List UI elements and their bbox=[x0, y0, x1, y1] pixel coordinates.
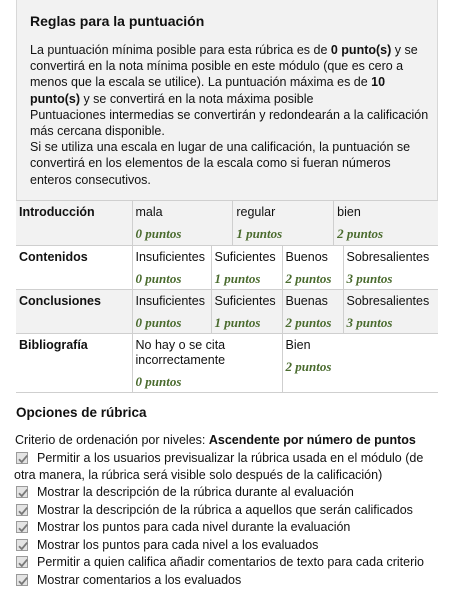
rubric-option bbox=[14, 502, 442, 519]
rubric-option bbox=[14, 554, 442, 571]
checkbox-icon[interactable] bbox=[16, 504, 28, 516]
level-definition: No hay o se cita incorrectamente bbox=[135, 338, 226, 367]
level-cell bbox=[211, 246, 282, 290]
rubric-options-title: Opciones de rúbrica bbox=[16, 405, 147, 420]
level-definition: Suficientes bbox=[214, 250, 276, 264]
level-cell bbox=[343, 246, 438, 290]
option-label: Mostrar la descripción de la rúbrica a aquellos que serán calificados bbox=[37, 502, 413, 517]
level-score: 2 puntos bbox=[285, 315, 332, 330]
level-cell bbox=[132, 246, 211, 290]
level-score: 3 puntos bbox=[346, 315, 393, 330]
level-definition: Sobresalientes bbox=[346, 294, 430, 308]
criterion-label: Bibliografía bbox=[16, 334, 132, 393]
criterion-label: Conclusiones bbox=[16, 290, 132, 334]
level-score: 0 puntos bbox=[135, 226, 182, 241]
level-definition: Suficientes bbox=[214, 294, 276, 308]
level-score: 0 puntos bbox=[135, 271, 182, 286]
level-definition: Buenas bbox=[285, 294, 328, 308]
level-definition: Buenos bbox=[285, 250, 328, 264]
rubric-option bbox=[14, 450, 442, 483]
checkbox-icon[interactable] bbox=[16, 452, 28, 464]
checkbox-icon[interactable] bbox=[16, 539, 28, 551]
sort-order-line bbox=[15, 432, 442, 448]
rubric-row bbox=[16, 201, 438, 246]
rubric-options bbox=[14, 405, 442, 589]
level-score: 0 puntos bbox=[135, 374, 182, 389]
option-label: Permitir a los usuarios previsualizar la rúbrica usada en el módulo (de otra manera, la rúbrica será visible solo después de la calificación) bbox=[14, 451, 424, 482]
min-score: 0 punto(s) bbox=[330, 43, 392, 57]
rubric-option bbox=[14, 572, 442, 589]
rubric-option bbox=[14, 519, 442, 536]
rules-scale-text: Si se utiliza una escala en lugar de una calificación, la puntuación se convertirá en los elementos de la escala como si fueran números enteros consecutivos. bbox=[30, 140, 411, 187]
option-label: Permitir a quien califica añadir comentarios de texto para cada criterio bbox=[37, 555, 424, 569]
rubric-row bbox=[16, 246, 438, 290]
rules-text-part: La puntuación mínima posible para esta rúbrica es de bbox=[30, 43, 331, 57]
checkbox-icon[interactable] bbox=[16, 574, 28, 586]
level-score: 2 puntos bbox=[285, 359, 332, 374]
option-label: Mostrar la descripción de la rúbrica durante al evaluación bbox=[37, 485, 354, 499]
checkbox-icon[interactable] bbox=[16, 556, 28, 568]
level-score: 1 puntos bbox=[214, 271, 261, 286]
level-score: 0 puntos bbox=[135, 315, 182, 330]
rules-text-part: y se convertirá en la nota máxima posible bbox=[79, 91, 314, 106]
option-label: Mostrar los puntos para cada nivel durante la evaluación bbox=[37, 520, 351, 534]
level-score: 2 puntos bbox=[285, 271, 332, 286]
level-definition: Sobresalientes bbox=[346, 250, 430, 264]
checkbox-icon[interactable] bbox=[16, 521, 28, 533]
options-list bbox=[14, 450, 442, 588]
level-cell bbox=[282, 334, 438, 393]
level-definition: regular bbox=[236, 205, 276, 219]
level-definition: mala bbox=[135, 205, 163, 219]
level-score: 1 puntos bbox=[214, 315, 261, 330]
level-cell bbox=[334, 201, 438, 245]
level-cell bbox=[211, 290, 282, 334]
level-cell bbox=[133, 201, 234, 245]
level-cell bbox=[282, 290, 343, 334]
criterion-label: Contenidos bbox=[16, 246, 132, 290]
scoring-rules-text bbox=[30, 42, 434, 188]
rules-intermediate-text: Puntuaciones intermedias se convertirán y redondearán a la calificación más cercana disponible. bbox=[30, 107, 429, 139]
level-score: 1 puntos bbox=[236, 226, 283, 241]
criterion-label: Introducción bbox=[16, 201, 132, 246]
level-definition: bien bbox=[337, 205, 361, 219]
rules-text-part: y se convertirá en la nota mínima posible en este módulo (que es cero a menos que la escala se utilice). La puntuación máxima es de bbox=[30, 43, 418, 90]
rubric-row bbox=[16, 334, 438, 393]
level-cell bbox=[132, 290, 211, 334]
rubric-option bbox=[14, 537, 442, 554]
sort-order-value: Ascendente por número de puntos bbox=[208, 433, 416, 447]
level-definition: Insuficientes bbox=[135, 250, 205, 264]
max-score: 10 punto(s) bbox=[30, 75, 386, 106]
rubric-row bbox=[16, 290, 438, 334]
level-cell bbox=[132, 334, 282, 393]
level-definition: Bien bbox=[285, 338, 311, 352]
scoring-rules-title: Reglas para la puntuación bbox=[30, 13, 205, 29]
levels-group bbox=[132, 201, 438, 246]
rubric-table bbox=[16, 200, 438, 393]
checkbox-icon[interactable] bbox=[16, 486, 28, 498]
level-score: 2 puntos bbox=[337, 226, 384, 241]
level-definition: Insuficientes bbox=[135, 294, 205, 308]
level-cell bbox=[233, 201, 334, 245]
option-label: Mostrar comentarios a los evaluados bbox=[37, 572, 242, 587]
level-cell bbox=[343, 290, 438, 334]
level-score: 3 puntos bbox=[346, 271, 393, 286]
level-cell bbox=[282, 246, 343, 290]
sort-order-label: Criterio de ordenación por niveles: bbox=[15, 433, 209, 447]
rubric-option bbox=[14, 484, 442, 501]
option-label: Mostrar los puntos para cada nivel a los evaluados bbox=[37, 537, 319, 552]
scoring-rules-panel bbox=[16, 0, 438, 200]
